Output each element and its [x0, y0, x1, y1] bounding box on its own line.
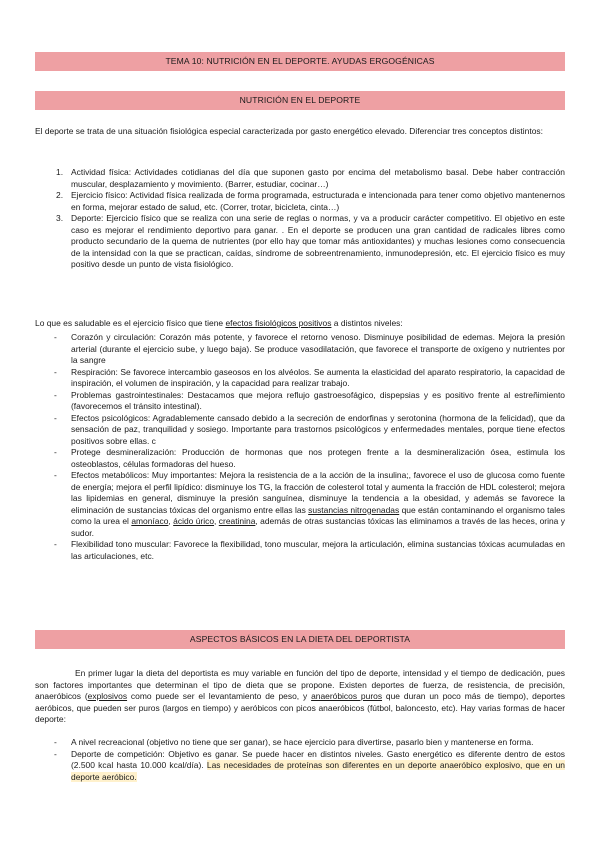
list-item [54, 749, 565, 784]
effects-intro [35, 318, 565, 330]
item-text: Ejercicio físico: Actividad física realizada de forma programada, estructurada e intencionada para tener como objetivo mantenernos en forma, mejorar estado de salud, etc. (Correr, trotar, bicicleta, cinta…) [71, 190, 565, 212]
item-text: Protege desmineralización: Producción de hormonas que nos protegen frente a la desmineralización ósea, estimula los osteoblastos, células formadoras del hueso. [71, 447, 565, 469]
list-item [54, 390, 565, 413]
item-text: A nivel recreacional (objetivo no tiene que ser ganar), se hace ejercicio para divertirse, pasarlo bien y mantenerse en forma. [71, 737, 534, 747]
separator: , [168, 516, 174, 526]
paragraph-text: En primer lugar la dieta del deportista es muy variable en función del tipo de deporte, intensidad y el tiempo de dedicación, pues son factores importantes que determinan el tipo de dieta que se propone. Existen deportes de fuerza, de resistencia, de precisión, anaeróbicos ( [35, 668, 565, 701]
underlined-term: amoníaco [131, 516, 169, 526]
sport-levels-list [54, 737, 565, 783]
dash: - [54, 748, 57, 759]
dash: - [54, 447, 57, 457]
underlined-term: ácido úrico [173, 516, 215, 526]
dash: - [54, 470, 57, 480]
header-band: TEMA 10: NUTRICIÓN EN EL DEPORTE. AYUDAS ERGOGÉNICAS [35, 52, 565, 71]
item-text: Deporte de competición: Objetivo es ganar. Se puede hacer en distintos niveles. Gasto energético es diferente dentro de estos (2.500 kcal hasta 10.000 kcal/día). [71, 748, 565, 770]
list-item [54, 539, 565, 562]
item-text: Problemas gastrointestinales: Destacamos que mejora reflujo gastroesofágico, dispepsias y es positivo frente al estreñimiento (favorecemos el tránsito intestinal). [71, 389, 565, 411]
item-number: 1. [56, 167, 64, 177]
paragraph-text: que duran un poco más de tiempo), deportes aeróbicos, que pueden ser puros (largos en tiempo) y aeróbicos con picos anaeróbicos (fútbol, baloncesto, etc). Hay varias formas de hacer deporte: [35, 691, 566, 724]
list-item [54, 447, 565, 470]
list-item [54, 413, 565, 448]
list-item [56, 213, 565, 271]
dash: - [54, 366, 57, 377]
dash: - [54, 539, 57, 549]
list-item [54, 332, 565, 367]
item-text: que están contaminando el organismo tales como la urea el [71, 504, 566, 526]
section-title-diet: ASPECTOS BÁSICOS EN LA DIETA DEL DEPORTISTA [35, 630, 565, 649]
item-text: , además de otras sustancias tóxicas las eliminamos a través de las heces, orina y sudor. [71, 516, 565, 538]
section-title-nutrition: NUTRICIÓN EN EL DEPORTE [35, 91, 565, 110]
effects-list [54, 332, 565, 562]
list-item [54, 737, 565, 749]
item-number: 2. [56, 190, 64, 200]
concepts-list [56, 167, 565, 271]
effects-intro-end: a distintos niveles: [331, 318, 403, 328]
item-text: Deporte: Ejercicio físico que se realiza con una serie de reglas o normas, y va a producir carácter competitivo. El objetivo en este caso es mejorar el rendimiento deportivo para ganar. . En el deporte se producen una gran cantidad de radicales libres como producto secundario de la quema de nutrientes (por ello hay que tomar más antioxidantes) y muchas lesiones como consecuencia de la intensidad con la que se practican, caídas, síndrome de sobreentrenamiento, inmunodepresión, etc. El ejercicio físico es muy positivo desde un punto de vista fisiológico. [71, 213, 565, 269]
highlighted-text: Las necesidades de proteínas son diferentes en un deporte anaeróbico explosivo, que en un deporte aeróbico. [71, 760, 565, 782]
dash: - [54, 389, 57, 400]
underlined-term: creatinina [218, 516, 256, 526]
item-text: Respiración: Se favorece intercambio gaseosos en los alvéolos. Se aumenta la elasticidad del aparato respiratorio, la capacidad de inspiración, el volumen de inspiración, y la capacidad para realizar trabajo. [71, 366, 565, 388]
list-item [56, 167, 565, 190]
separator: , [214, 516, 219, 526]
dash: - [54, 412, 57, 423]
item-text: Efectos psicológicos: Agradablemente cansado debido a la secreción de endorfinas y serotonina (hormona de la felicidad), que da sensación de paz, tranquilidad y sosiego. Importante para trastornos psicológicos y enfermedades mentales, porque tiene efectos positivos sobre ellas. c [71, 412, 565, 446]
list-item [54, 470, 565, 539]
dash: - [54, 737, 57, 747]
list-item [54, 367, 565, 390]
dash: - [54, 332, 57, 342]
underlined-term: anaeróbicos puros [311, 691, 383, 701]
item-text: Actividad física: Actividades cotidianas del día que suponen gasto por encima del metabolismo basal. Debe haber contracción muscular, desplazamiento y movimiento. (Barrer, estudiar, cocinar…) [71, 167, 565, 189]
item-text: Flexibilidad tono muscular: Favorece la flexibilidad, tono muscular, mejora la articulación, elimina sustancias tóxicas acumuladas en las articulaciones, etc. [71, 539, 565, 561]
underlined-term: explosivos [87, 691, 128, 701]
item-text: Corazón y circulación: Corazón más potente, y favorece el retorno venoso. Disminuye posibilidad de edemas. Mejora la presión arterial (durante el ejercicio sube, y luego baja). Se produce vasodilatación, que favorece el transporte de oxígeno y nutrientes por la sangre [71, 332, 565, 365]
item-number: 3. [56, 213, 64, 223]
item-text: Efectos metabólicos: Muy importantes: Mejora la resistencia de a la acción de la insulina;, favorece el uso de glucosa como fuente de energía; mejora el perfil lipídico: disminuye los TG, la fracción de colesterol total y aumenta la fracción de HDL colesterol; mejora las lipidemias en general, disminuye la presión sanguínea, disminuye la tendencia a la obesidad, y además se favorece la eliminación de sustancias tóxicas del organismo entre ellas las [71, 470, 565, 515]
underlined-term: sustancias nitrogenadas [308, 504, 400, 515]
list-item [56, 190, 565, 213]
paragraph-text: como puede ser el levantamiento de peso, y [127, 691, 312, 701]
intro-paragraph: El deporte se trata de una situación fisiológica especial caracterizada por gasto energético elevado. Diferenciar tres conceptos distintos: [35, 126, 543, 136]
effects-intro-text: Lo que es saludable es el ejercicio físico que tiene [35, 318, 226, 328]
diet-paragraph [35, 668, 565, 726]
effects-link-text: efectos fisiológicos positivos [225, 318, 332, 328]
